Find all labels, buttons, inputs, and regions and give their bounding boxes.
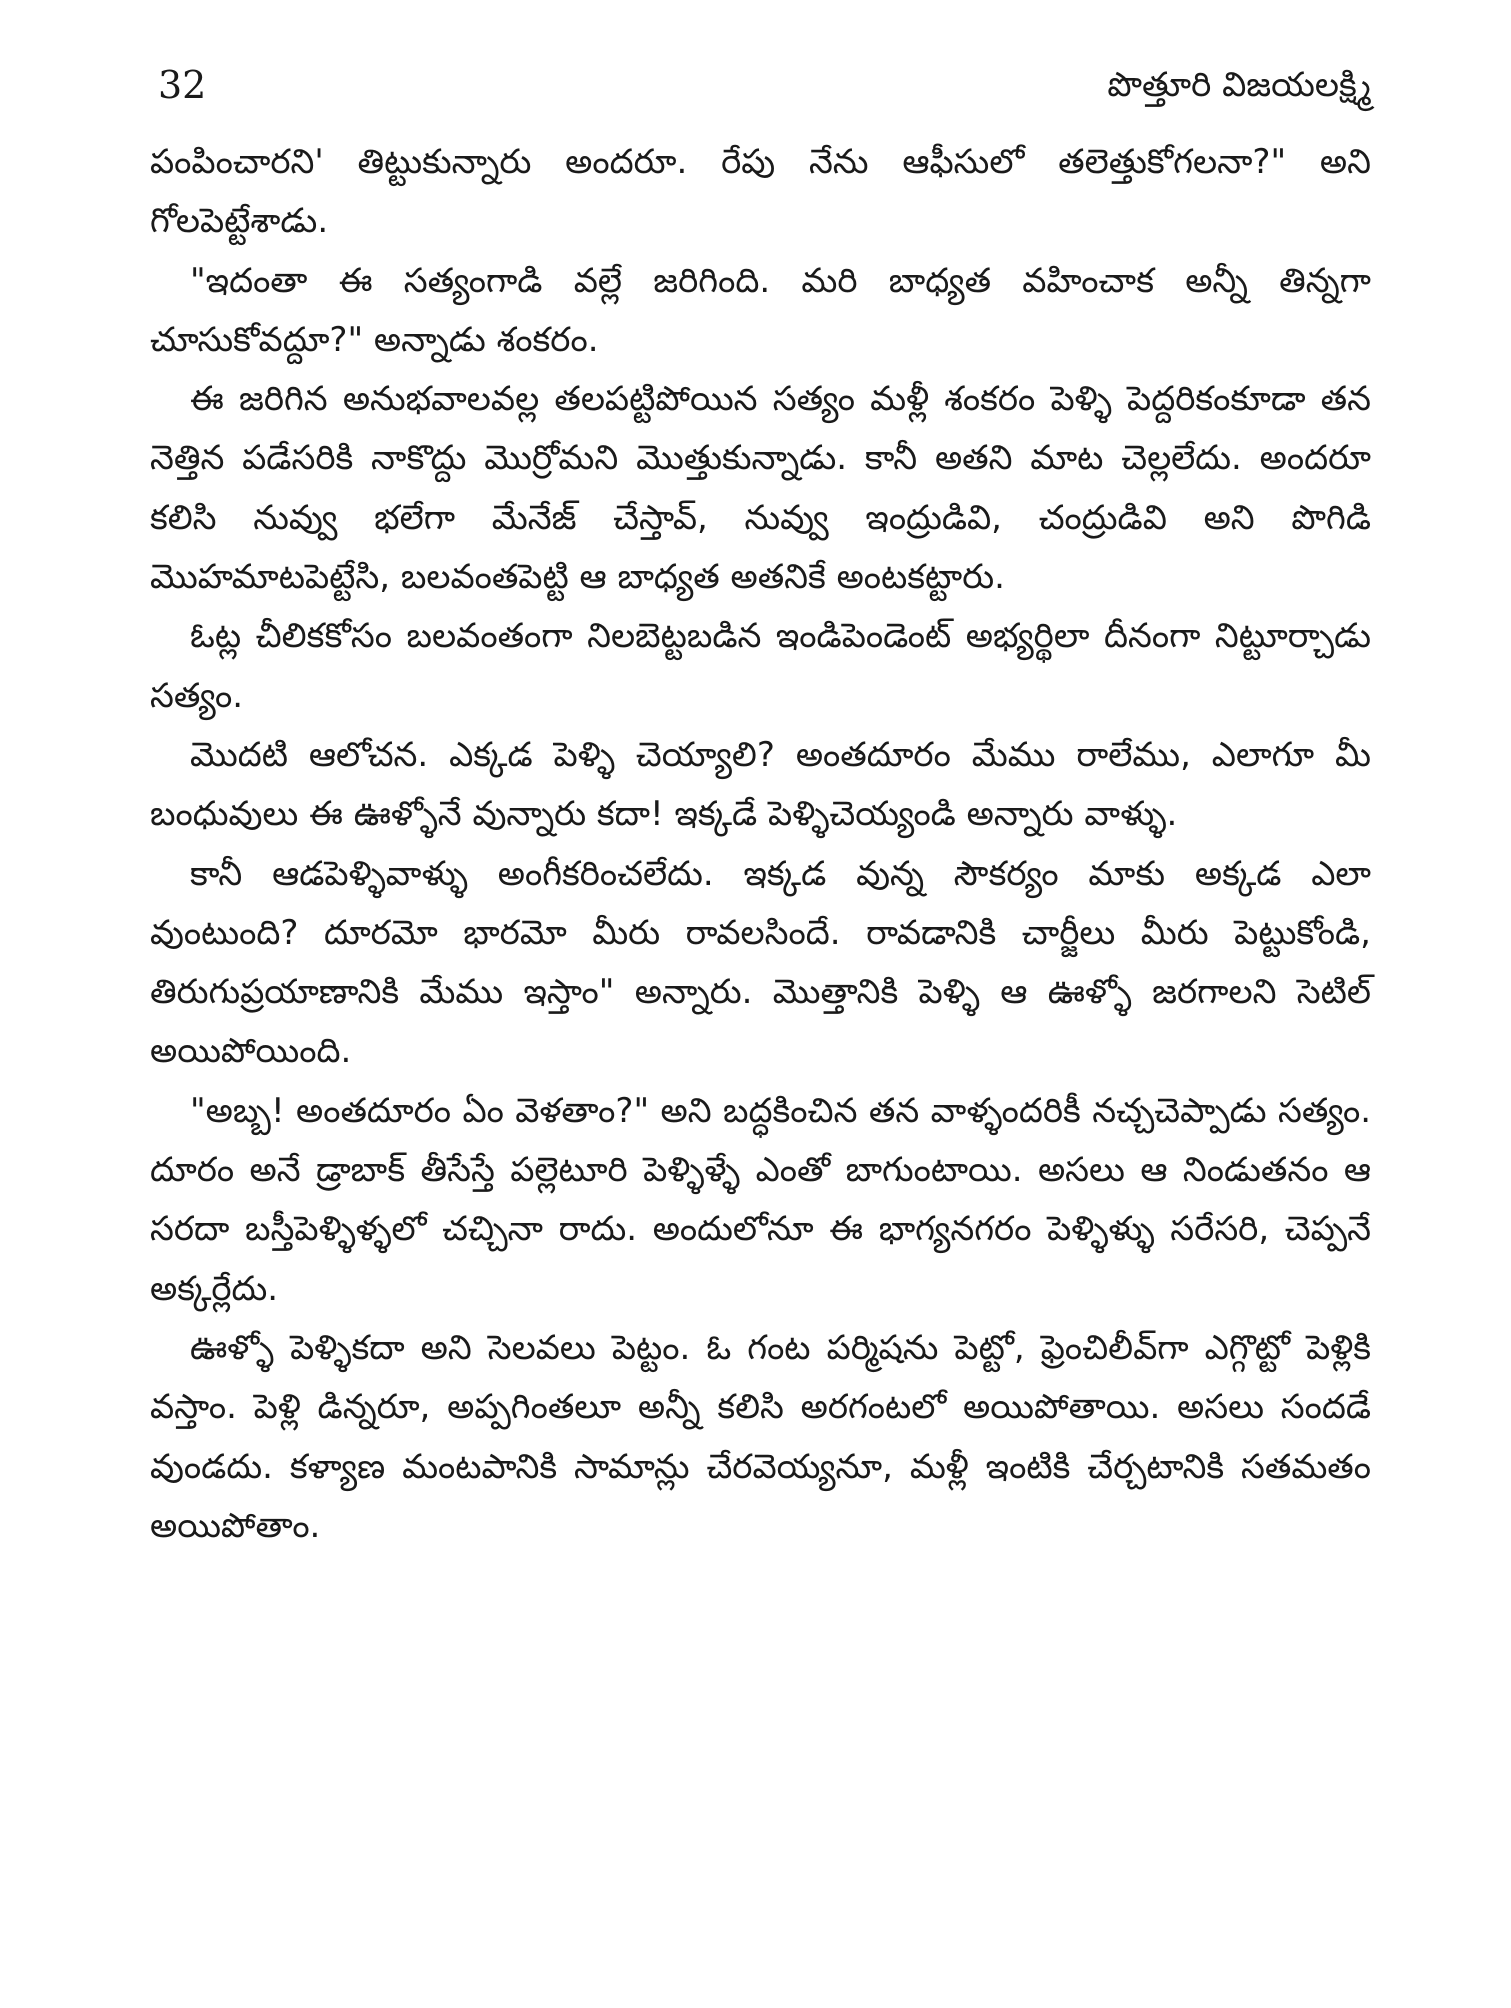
paragraph-4: ఓట్ల చీలికకోసం బలవంతంగా నిలబెట్టబడిన ఇండిపెండెంట్ అభ్యర్థిలా దీనంగా నిట్టూర్చాడు సత్యం.: [150, 616, 1371, 716]
paragraph-3: ఈ జరిగిన అనుభవాలవల్ల తలపట్టిపోయిన సత్యం మళ్లీ శంకరం పెళ్ళి పెద్దరికంకూడా తన నెత్తిన పడేసరికి నాకొద్దు మొర్రోమని మొత్తుకున్నాడు. కానీ అతని మాట చెల్లలేదు. అందరూ కలిసి నువ్వు భలేగా మేనేజ్ చేస్తావ్, నువ్వు ఇంద్రుడివి, చంద్రుడివి అని పొగిడి మొహమాటపెట్టేసి, బలవంతపెట్టి ఆ బాధ్యత అతనికే అంటకట్టారు.: [150, 379, 1371, 598]
running-head-author: పొత్తూరి విజయలక్ష్మి: [1107, 65, 1371, 105]
page-number: 32: [158, 63, 207, 107]
paragraph-5: మొదటి ఆలోచన. ఎక్కడ పెళ్ళి చెయ్యాలి? అంతదూరం మేము రాలేము, ఎలాగూ మీ బంధువులు ఈ ఊళ్ళోనే వున్నారు కదా! ఇక్కడే పెళ్ళిచెయ్యండి అన్నారు వాళ్ళు.: [150, 734, 1371, 835]
paragraph-7: "అబ్బ! అంతదూరం ఏం వెళతాం?" అని బద్ధకించిన తన వాళ్ళందరికీ నచ్చచెప్పాడు సత్యం. దూరం అనే డ్రాబాక్ తీసేస్తే పల్లెటూరి పెళ్ళిళ్ళే ఎంతో బాగుంటాయి. అసలు ఆ నిండుతనం ఆ సరదా బస్తీపెళ్ళిళ్ళలో చచ్చినా రాదు. అందులోనూ ఈ భాగ్యనగరం పెళ్ళిళ్ళు సరేసరి, చెప్పనే అక్కర్లేదు.: [150, 1090, 1371, 1309]
paragraph-1: పంపించారని' తిట్టుకున్నారు అందరూ. రేపు నేను ఆఫీసులో తలెత్తుకోగలనా?" అని గోలపెట్టేశాడు.: [150, 142, 1371, 242]
paragraph-6: కానీ ఆడపెళ్ళివాళ్ళు అంగీకరించలేదు. ఇక్కడ వున్న సౌకర్యం మాకు అక్కడ ఎలా వుంటుంది? దూరమో భారమో మీరు రావలసిందే. రావడానికి చార్జీలు మీరు పెట్టుకోండి, తిరుగుప్రయాణానికి మేము ఇస్తాం" అన్నారు. మొత్తానికి పెళ్ళి ఆ ఊళ్ళో జరగాలని సెటిల్ అయిపోయింది.: [150, 853, 1371, 1072]
paragraph-2: "ఇదంతా ఈ సత్యంగాడి వల్లే జరిగింది. మరి బాధ్యత వహించాక అన్నీ తిన్నగా చూసుకోవద్దూ?" అన్నాడు శంకరం.: [150, 260, 1371, 360]
body-text: [150, 133, 1371, 1556]
page-header: [150, 55, 1371, 125]
paragraph-8: ఊళ్ళో పెళ్ళికదా అని సెలవలు పెట్టం. ఓ గంట పర్మిషను పెట్టో, ఫ్రెంచిలీవ్‌గా ఎగ్గొట్టో పెళ్లికి వస్తాం. పెళ్లి డిన్నరూ, అప్పగింతలూ అన్నీ కలిసి అరగంటలో అయిపోతాయి. అసలు సందడే వుండదు. కళ్యాణ మంటపానికి సామాన్లు చేరవెయ్యనూ, మళ్లీ ఇంటికి చేర్చటానికి సతమతం అయిపోతాం.: [150, 1327, 1371, 1546]
